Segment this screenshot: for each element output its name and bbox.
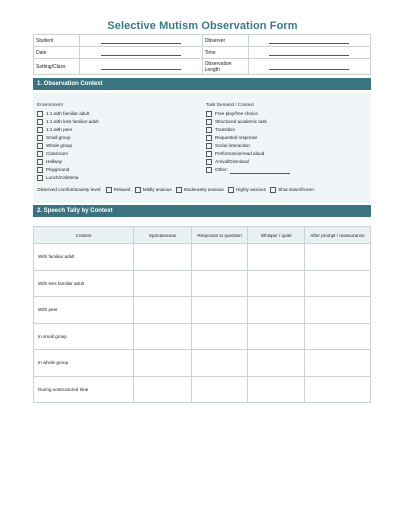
other-field[interactable] (230, 169, 290, 174)
section-observation-context-heading: 1. Observation Context (33, 78, 371, 90)
environment-item[interactable] (37, 166, 99, 174)
environment-item[interactable] (37, 110, 99, 118)
time-label: Time (202, 47, 248, 59)
task-item[interactable] (206, 126, 290, 134)
task-item-label: Other: (215, 167, 228, 172)
checkbox-icon[interactable] (37, 135, 43, 141)
comfort-level-row (37, 187, 367, 193)
environment-list (37, 110, 99, 182)
tally-cell[interactable] (191, 270, 248, 297)
environment-heading: Environment (37, 102, 63, 107)
environment-item-label: 1:1 with less familiar adult (46, 119, 99, 124)
comfort-option-label: Relaxed (113, 187, 131, 193)
task-item[interactable] (206, 150, 290, 158)
length-label: Observation Length (202, 59, 248, 75)
checkbox-icon[interactable] (206, 127, 212, 133)
context-cell: With familiar adult (34, 244, 134, 271)
comfort-option-label: Shut down/frozen (278, 187, 314, 193)
table-row (34, 350, 371, 377)
environment-item-label: 1:1 with peer (46, 127, 73, 132)
tally-cell[interactable] (134, 376, 192, 403)
checkbox-icon[interactable] (37, 143, 43, 149)
tally-cell[interactable] (304, 270, 370, 297)
task-item[interactable] (206, 158, 290, 166)
tally-cell[interactable] (304, 244, 370, 271)
task-list (206, 110, 290, 174)
comfort-option[interactable] (267, 187, 314, 192)
environment-item[interactable] (37, 142, 99, 150)
tally-cell[interactable] (134, 244, 192, 271)
column-header: Spontaneous (134, 227, 192, 244)
tally-cell[interactable] (304, 376, 370, 403)
checkbox-icon[interactable] (206, 151, 212, 157)
environment-item[interactable] (37, 158, 99, 166)
checkbox-icon[interactable] (37, 127, 43, 133)
tally-cell[interactable] (248, 350, 304, 377)
checkbox-icon[interactable] (176, 187, 182, 193)
tally-cell[interactable] (191, 323, 248, 350)
environment-item-label: Hallway (46, 159, 63, 164)
date-field[interactable] (80, 47, 202, 59)
setting-field[interactable] (80, 59, 202, 75)
comfort-option-label: Mildly anxious (142, 187, 172, 193)
student-label: Student (34, 35, 80, 47)
tally-cell[interactable] (191, 297, 248, 324)
task-item[interactable] (206, 118, 290, 126)
table-row (34, 323, 371, 350)
tally-cell[interactable] (134, 297, 192, 324)
table-row (34, 270, 371, 297)
tally-cell[interactable] (191, 350, 248, 377)
tally-cell[interactable] (191, 376, 248, 403)
table-row (34, 297, 371, 324)
tally-cell[interactable] (248, 297, 304, 324)
environment-item[interactable] (37, 150, 99, 158)
environment-item-label: Lunch/Cafeteria (46, 175, 79, 180)
column-header: Whisper / quiet (248, 227, 304, 244)
checkbox-icon[interactable] (206, 111, 212, 117)
checkbox-icon[interactable] (206, 167, 212, 173)
environment-item[interactable] (37, 174, 99, 182)
tally-cell[interactable] (248, 270, 304, 297)
comfort-option[interactable] (173, 187, 224, 192)
checkbox-icon[interactable] (37, 167, 43, 173)
comfort-option[interactable] (225, 187, 266, 192)
checkbox-icon[interactable] (206, 159, 212, 165)
checkbox-icon[interactable] (270, 187, 276, 193)
comfort-option-label: Highly anxious (236, 187, 266, 193)
context-cell: With less familiar adult (34, 270, 134, 297)
task-item-label: Transition (215, 127, 235, 132)
checkbox-icon[interactable] (206, 143, 212, 149)
comfort-option[interactable] (132, 187, 172, 192)
checkbox-icon[interactable] (37, 119, 43, 125)
task-heading: Task Demand / Context (206, 102, 254, 107)
setting-label: Setting/Class (34, 59, 80, 75)
checkbox-icon[interactable] (37, 175, 43, 181)
task-item-label: Structured academic task (215, 119, 267, 124)
context-cell: In small group (34, 323, 134, 350)
section-speech-tally-heading: 2. Speech Tally by Context (33, 205, 371, 217)
task-item-label: Arrival/Dismissal (215, 159, 249, 164)
checkbox-icon[interactable] (206, 135, 212, 141)
task-item[interactable] (206, 142, 290, 150)
task-item-label: Social interaction (215, 143, 250, 148)
observer-label: Observer (202, 35, 248, 47)
task-column (206, 101, 290, 174)
info-table (33, 34, 371, 75)
observation-context-box (33, 93, 371, 203)
tally-cell[interactable] (304, 323, 370, 350)
environment-item-label: Whole group (46, 143, 73, 148)
environment-item[interactable] (37, 134, 99, 142)
observer-field[interactable] (248, 35, 370, 47)
time-field[interactable] (248, 47, 370, 59)
tally-cell[interactable] (134, 270, 192, 297)
environment-item-label: Classroom (46, 151, 68, 156)
checkbox-icon[interactable] (37, 111, 43, 117)
checkbox-icon[interactable] (37, 159, 43, 165)
task-item[interactable] (206, 110, 290, 118)
task-item[interactable] (206, 166, 290, 174)
table-row (34, 244, 371, 271)
date-label: Date (34, 47, 80, 59)
environment-item[interactable] (37, 126, 99, 134)
table-row (34, 376, 371, 403)
comfort-option[interactable] (103, 187, 131, 192)
task-item-label: Free play/free choice (215, 111, 258, 116)
environment-item-label: Small group (46, 135, 71, 140)
environment-column (37, 101, 99, 182)
context-cell: In whole group (34, 350, 134, 377)
tally-cell[interactable] (248, 376, 304, 403)
column-header: Context (34, 227, 134, 244)
tally-cell[interactable] (304, 350, 370, 377)
context-cell: With peer (34, 297, 134, 324)
comfort-option-label: Moderately anxious (183, 187, 224, 193)
form-title: Selective Mutism Observation Form (107, 20, 298, 32)
task-item-label: Performance/read aloud (215, 151, 265, 156)
comfort-label: Observed comfort/anxiety level: (37, 187, 102, 193)
tally-cell[interactable] (134, 350, 192, 377)
environment-item-label: 1:1 with familiar adult (46, 111, 90, 116)
task-item-label: Requested response (215, 135, 258, 140)
checkbox-icon[interactable] (106, 187, 112, 193)
tally-cell[interactable] (191, 244, 248, 271)
tally-cell[interactable] (248, 244, 304, 271)
checkbox-icon[interactable] (206, 119, 212, 125)
column-header: After prompt / reassurance (304, 227, 370, 244)
task-item[interactable] (206, 134, 290, 142)
column-header: Response to question (191, 227, 248, 244)
environment-item[interactable] (37, 118, 99, 126)
context-cell: During unstructured time (34, 376, 134, 403)
checkbox-icon[interactable] (37, 151, 43, 157)
student-field[interactable] (80, 35, 202, 47)
tally-cell[interactable] (248, 323, 304, 350)
speech-tally-table (33, 226, 371, 403)
tally-cell[interactable] (134, 323, 192, 350)
tally-cell[interactable] (304, 297, 370, 324)
length-field[interactable] (248, 59, 370, 75)
environment-item-label: Playground (46, 167, 70, 172)
checkbox-icon[interactable] (228, 187, 234, 193)
checkbox-icon[interactable] (135, 187, 141, 193)
